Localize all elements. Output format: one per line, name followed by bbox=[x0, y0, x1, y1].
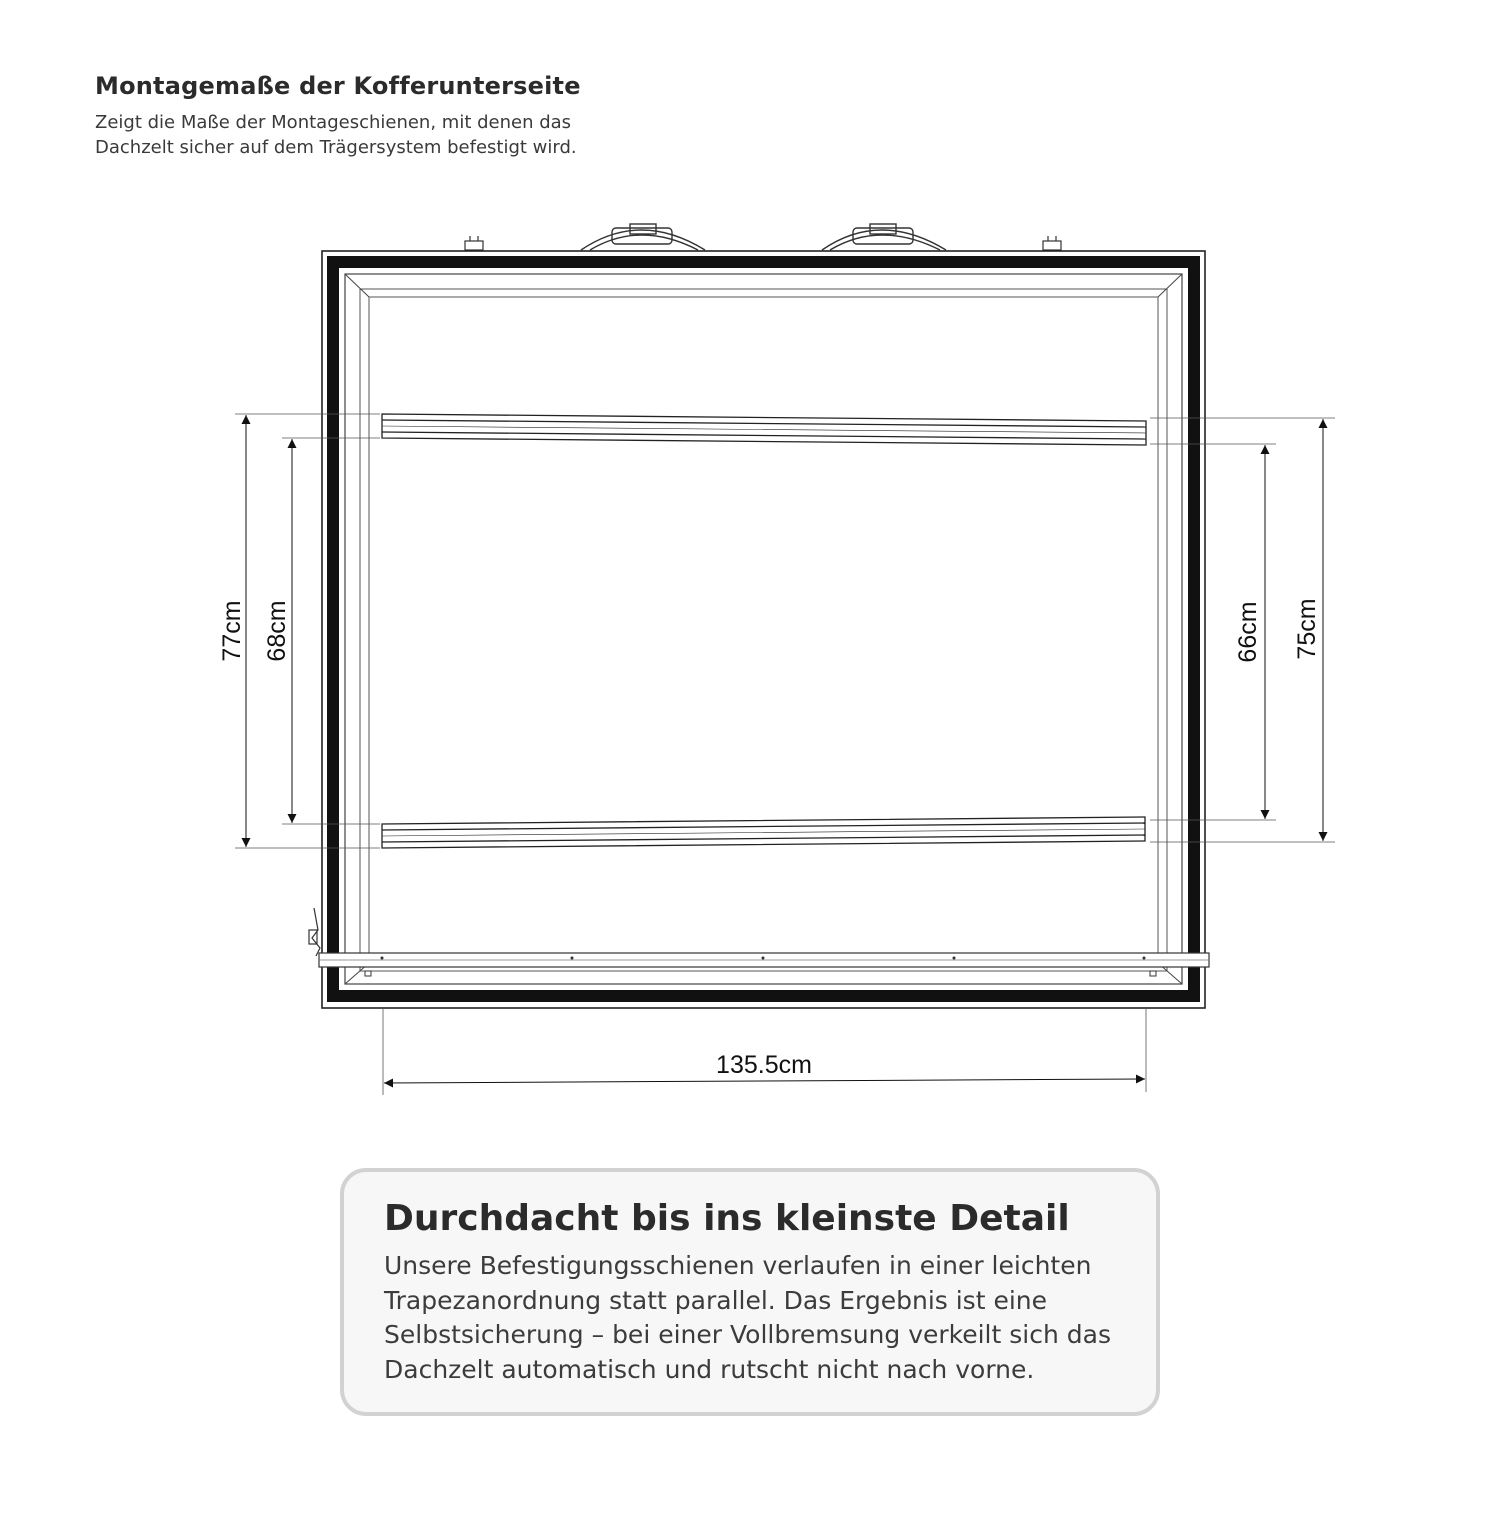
dim-label-right-inner: 66cm bbox=[1234, 601, 1262, 663]
mounting-rail-top bbox=[382, 414, 1146, 445]
case-frame bbox=[322, 251, 1205, 1008]
dim-label-rail-length: 135.5cm bbox=[716, 1051, 812, 1079]
latch-top-right-icon bbox=[1043, 236, 1061, 250]
mounting-rail-bottom bbox=[382, 817, 1145, 848]
dim-label-left-outer: 77cm bbox=[218, 600, 246, 662]
dimension-lines bbox=[246, 415, 1323, 1083]
dim-label-left-inner: 68cm bbox=[263, 600, 291, 662]
info-box bbox=[340, 1168, 1160, 1416]
dim-label-right-outer: 75cm bbox=[1293, 598, 1321, 660]
info-text: Unsere Befestigungsschienen verlaufen in einer leichten Trapezanordnung statt parallel. Das Ergebnis ist eine Selbstsicherung – bei einer Vollbremsung verkeilt sich das Dachzelt automatisch und rutscht nicht nach vorne. bbox=[384, 1251, 1111, 1384]
handle-right-icon bbox=[822, 224, 946, 250]
page-subtitle: Zeigt die Maße der Montageschienen, mit denen das Dachzelt sicher auf dem Trägersystem befestigt wird. bbox=[95, 112, 577, 158]
info-title: Durchdacht bis ins kleinste Detail bbox=[384, 1198, 1070, 1239]
hinge-left-icon bbox=[309, 908, 320, 956]
handle-left-icon bbox=[581, 224, 705, 250]
bottom-trim bbox=[319, 953, 1209, 976]
page-title: Montagemaße der Kofferunterseite bbox=[95, 72, 581, 100]
dim-line-rail-length bbox=[384, 1079, 1145, 1083]
latch-top-left-icon bbox=[465, 236, 483, 250]
